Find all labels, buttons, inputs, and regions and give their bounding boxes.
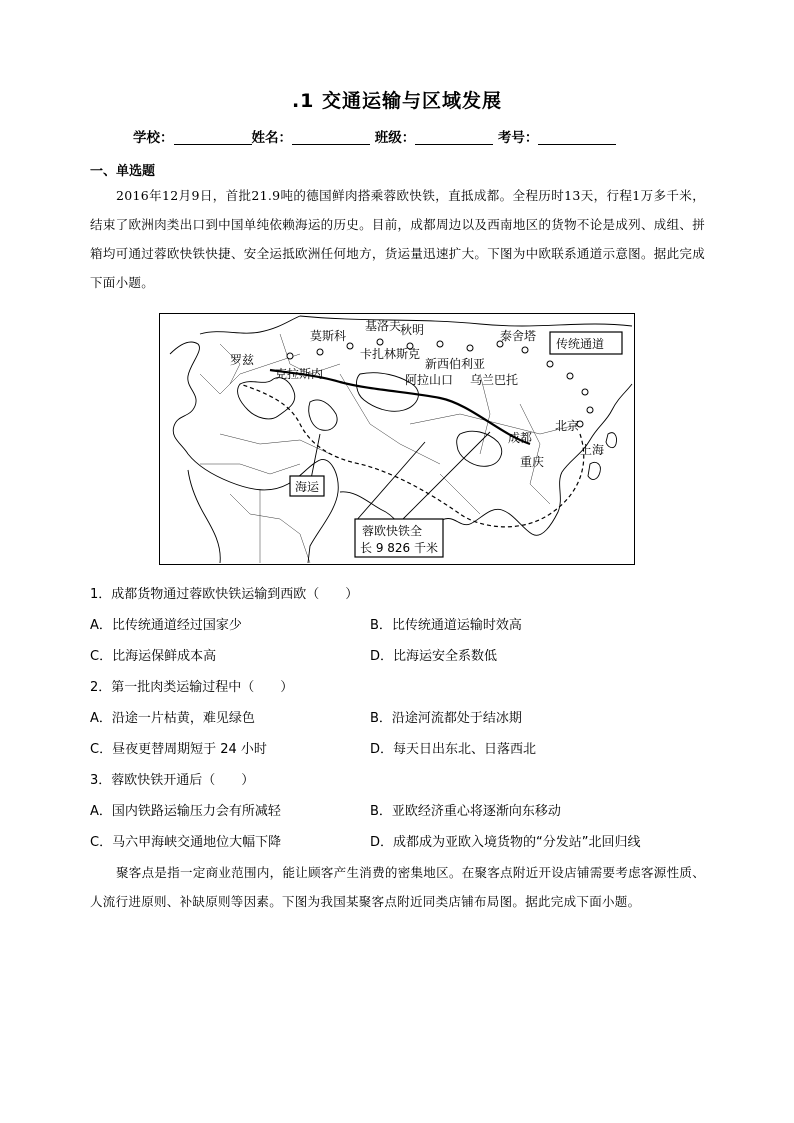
passage-2: 聚客点是指一定商业范围内，能让顾客产生消费的密集地区。在聚客点附近开设店铺需要考虑客源性质、人流行进原则、补缺原则等因素。下图为我国某聚客点附近同类店铺布局图。据此完成下面小题。	[90, 865, 705, 909]
label-ulaanbaatar: 乌兰巴托	[470, 373, 519, 387]
label-lodz: 罗兹	[230, 353, 255, 367]
name-label: 姓名：	[251, 130, 292, 146]
question-1-stem: 1．成都货物通过蓉欧快铁运输到西欧（ ）	[90, 587, 359, 602]
label-krasnoye: 克拉斯内	[275, 367, 324, 381]
label-beijing: 北京	[555, 419, 580, 433]
exam-no-blank	[538, 130, 616, 145]
label-chengdu: 成都	[508, 431, 533, 445]
question-1-option-d[interactable]: D．比海运安全系数低	[370, 649, 498, 664]
school-blank	[174, 130, 252, 145]
label-chongqing: 重庆	[520, 455, 545, 469]
question-2-option-c[interactable]: C．昼夜更替周期短于 24 小时	[90, 742, 267, 757]
name-blank	[292, 130, 370, 145]
passage-1: 2016年12月9日，首批21.9吨的德国鲜肉搭乘蓉欧快铁，直抵成都。全程历时13天，行程1万多千米，结束了欧洲肉类出口到中国单纯依赖海运的历史。目前，成都周边以及西南地区的货物不论是成列、成组、拼箱均可通过蓉欧快铁快捷、安全运抵欧洲任何地方，货运量迅速扩大。下图为中欧联系通道示意图。据此完成下面小题。	[90, 188, 705, 290]
label-sea-route: 海运	[295, 480, 320, 494]
label-traditional-route: 传统通道	[556, 337, 605, 351]
question-3-option-c[interactable]: C．马六甲海峡交通地位大幅下降	[90, 835, 282, 850]
class-label: 班级：	[374, 130, 416, 146]
question-2-option-d[interactable]: D．每天日出东北、日落西北	[370, 742, 537, 757]
question-1-option-c[interactable]: C．比海运保鲜成本高	[90, 649, 217, 664]
label-rongou-line2: 长 9 826 千米	[360, 541, 438, 555]
label-tyumen: 秋明	[400, 323, 425, 337]
question-1-option-a[interactable]: A．比传统通道经过国家少	[90, 618, 242, 633]
label-moscow: 莫斯科	[310, 329, 347, 343]
question-3-option-b[interactable]: B．亚欧经济重心将逐渐向东移动	[370, 804, 561, 819]
label-novosibirsk: 新西伯利亚	[425, 357, 486, 371]
label-taishet: 泰舍塔	[500, 329, 537, 343]
route-map	[159, 313, 635, 565]
student-info	[133, 126, 616, 146]
question-3-stem: 3．蓉欧快铁开通后（ ）	[90, 773, 255, 788]
question-1-option-b[interactable]: B．比传统通道运输时效高	[370, 618, 522, 633]
school-label: 学校：	[133, 130, 174, 146]
label-shanghai: 上海	[580, 443, 605, 457]
question-2-option-a[interactable]: A．沿途一片枯黄，难见绿色	[90, 711, 255, 726]
map-svg	[160, 314, 633, 563]
label-alashankou: 阿拉山口	[405, 373, 454, 387]
page-title: .1 交通运输与区域发展	[291, 90, 503, 112]
section-heading: 一、单选题	[90, 164, 156, 179]
question-2-option-b[interactable]: B．沿途河流都处于结冰期	[370, 711, 522, 726]
question-2-stem: 2．第一批肉类运输过程中（ ）	[90, 680, 294, 695]
exam-no-label: 考号：	[497, 130, 539, 146]
label-kirov: 基洛夫	[365, 319, 402, 333]
label-kazalinsk: 卡扎林斯克	[360, 347, 421, 361]
question-3-option-d[interactable]: D．成都成为亚欧入境货物的“分发站”北回归线	[370, 835, 641, 850]
label-rongou-line1: 蓉欧快铁全	[362, 524, 423, 538]
question-3-option-a[interactable]: A．国内铁路运输压力会有所减轻	[90, 804, 281, 819]
class-blank	[415, 130, 493, 145]
